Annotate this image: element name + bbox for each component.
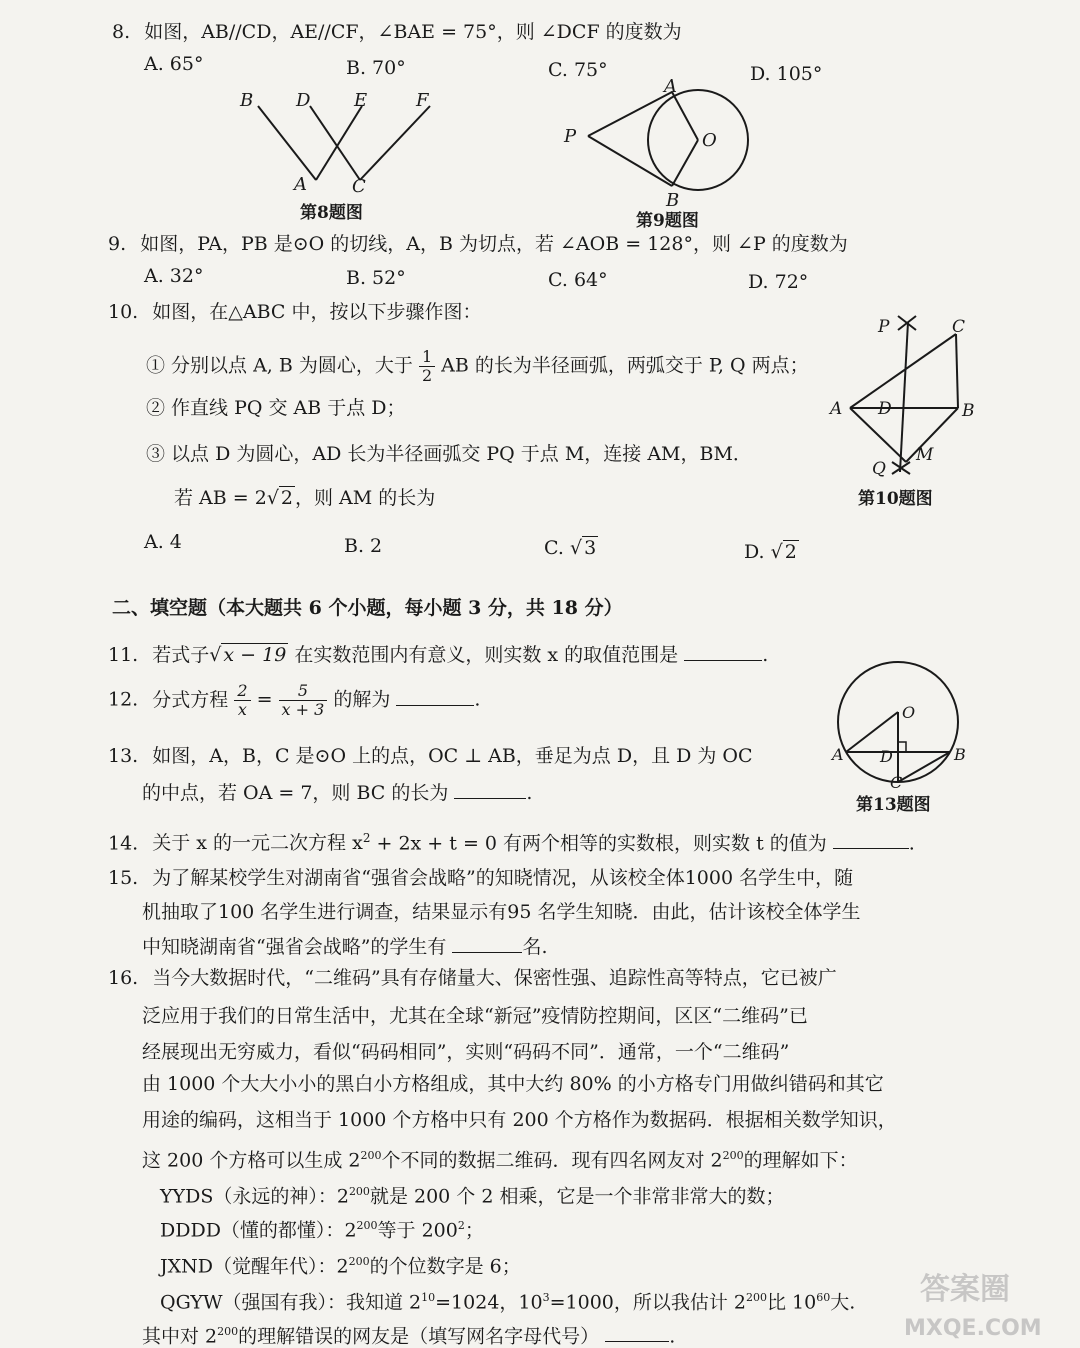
q8-line-ba: [258, 106, 316, 180]
q8-line-dc: [310, 106, 360, 180]
q13-segment-oa: [846, 712, 898, 752]
q11-answer-blank[interactable]: [684, 642, 762, 661]
q15-answer-blank[interactable]: [452, 934, 522, 953]
q10-label-p: P: [878, 317, 890, 337]
q10-step3: ③ 以点 D 为圆心，AD 长为半径画弧交 PQ 于点 M，连接 AM，BM．: [146, 443, 752, 465]
q10-text: 如图，在△ABC 中，按以下步骤作图：: [152, 301, 482, 323]
q11-number: 11.: [108, 644, 139, 666]
q16-yyds: YYDS（永远的神）：$2^{200}$就是 200 个 2 相乘，它是一个非常非常大的数；: [160, 1185, 785, 1208]
q8-stem: [112, 20, 682, 44]
q13-figure-caption: 第13题图: [856, 795, 931, 815]
q8-line-cf: [360, 106, 430, 180]
q15-line3: 中知晓湖南省“强省会战略”的学生有 名.: [142, 936, 548, 958]
q16-number: 16.: [108, 967, 139, 989]
q8-text: 如图，AB//CD，AE//CF，∠BAE = 75°，则 ∠DCF 的度数为: [144, 21, 682, 43]
q9-label-o: O: [702, 130, 717, 151]
q10-step2: ② 作直线 PQ 交 AB 于点 D；: [146, 397, 406, 419]
q9-option-b: B. 52°: [346, 267, 406, 289]
q16-line4: 由 1000 个大大小小的黑白小方格组成，其中大约 80% 的小方格专门用做纠错码和其它: [142, 1073, 884, 1095]
q8-option-c: C. 75°: [548, 59, 608, 81]
q16-line2: 泛应用于我们的日常生活中，尤其在全球“新冠”疫情防控期间，区区“二维码”已: [142, 1005, 808, 1027]
q10-option-b: B. 2: [344, 535, 383, 557]
q10-label-b: B: [962, 401, 975, 421]
q8-label-d: D: [296, 90, 311, 111]
watermark-logo: 答案圈: [920, 1272, 1010, 1307]
q12-fraction-right: $\frac{5}{x + 3}$: [279, 682, 328, 719]
q10-figure-caption: 第10题图: [858, 489, 933, 509]
q8-label-b: B: [240, 90, 254, 111]
watermark-url: MXQE.COM: [904, 1316, 1042, 1341]
q9-label-p: P: [564, 126, 577, 147]
q11: 11. 若式子√ x − 19 在实数范围内有意义，则实数 x 的取值范围是 .: [108, 644, 769, 666]
q8-label-f: F: [416, 90, 429, 111]
q15-line1: 15. 为了解某校学生对湖南省“强省会战略”的知晓情况，从该校全体1000 名学生中，随: [108, 867, 854, 889]
q10-step1: ① 分别以点 A, B 为圆心，大于 $\frac{1}{2}$ AB 的长为半径画弧，两弧交于 P, Q 两点；: [146, 347, 809, 385]
q9-radius-oa: [672, 92, 698, 140]
q14-number: 14.: [108, 832, 139, 855]
q8-figure: [230, 88, 450, 200]
q13-label-d: D: [880, 747, 893, 766]
q9-text: 如图，PA，PB 是⊙O 的切线，A，B 为切点，若 ∠AOB = 128°，则 ∠P 的度数为: [140, 233, 848, 255]
q8-option-d: D. 105°: [750, 63, 823, 85]
q13-figure: [826, 660, 976, 792]
q8-option-b: B. 70°: [346, 57, 406, 79]
q10-label-a: A: [830, 399, 843, 419]
q13-line2: 的中点，若 OA = 7，则 BC 的长为 .: [142, 782, 533, 804]
q16-line1: 16. 当今大数据时代，“二维码”具有存储量大、保密性强、追踪性高等特点，它已被广: [108, 967, 837, 989]
q10-number: 10.: [108, 301, 139, 323]
q16-line3: 经展现出无穷威力，看似“码码相同”，实则“码码不同”．通常，一个“二维码”: [142, 1041, 790, 1063]
q9-option-a: A. 32°: [144, 265, 204, 287]
q16-line6: 这 200 个方格可以生成 $2^{200}$个不同的数据二维码．现有四名网友对 $2^{200}$的理解如下：: [142, 1149, 858, 1172]
q10-condition: 若 AB = 2√ 2 ，则 AM 的长为: [174, 487, 436, 509]
q9-stem: [108, 232, 848, 256]
q12: 12. 分式方程 $\frac{2}{x}$ = $\frac{5}{x + 3}$ 的解为 .: [108, 681, 481, 719]
q16-dddd: DDDD（懂的都懂）：$2^{200}$等于 $200^2$；: [160, 1219, 484, 1242]
q9-radius-ob: [672, 140, 698, 186]
q10-label-d: D: [878, 399, 892, 419]
q8-option-a: A. 65°: [144, 53, 204, 75]
q9-number: 9.: [108, 233, 127, 255]
q9-label-b: B: [666, 190, 680, 211]
q15-line2: 机抽取了100 名学生进行调查，结果显示有95 名学生知晓．由此，估计该校全体学生: [142, 901, 861, 923]
q16-last: 其中对 $2^{200}$的理解错误的网友是（填写网名字母代号） .: [142, 1325, 676, 1348]
q10-label-m: M: [916, 445, 934, 465]
q9-label-a: A: [664, 76, 677, 97]
q16-answer-blank[interactable]: [605, 1323, 669, 1342]
q9-option-c: C. 64°: [548, 269, 608, 291]
q8-label-e: E: [354, 90, 368, 111]
q13-label-c: C: [890, 773, 903, 792]
q12-fraction-left: $\frac{2}{x}$: [234, 682, 250, 719]
q10-step1-fraction: $\frac{1}{2}$: [419, 348, 435, 385]
q10-label-q: Q: [872, 459, 886, 479]
q13-label-b: B: [954, 745, 966, 764]
q10-segment-cb: [956, 334, 958, 408]
q16-qgyw: QGYW（强国有我）：我知道 $2^{10}=1024$，$10^3=1000$，所以我估计 $2^{200}$比 $10^{60}$大.: [160, 1291, 856, 1314]
q8-label-c: C: [352, 176, 366, 197]
q14: 14. 关于 x 的一元二次方程 $x^2 + 2x + t = 0$ 有两个相等的实数根，则实数 t 的值为 .: [108, 831, 915, 855]
q9-option-d: D. 72°: [748, 271, 809, 293]
q10-stem: [108, 300, 482, 324]
q12-answer-blank[interactable]: [396, 687, 474, 706]
q9-figure: [556, 74, 776, 214]
q13-number: 13.: [108, 745, 139, 767]
q16-jxnd: JXND（觉醒年代）：$2^{200}$的个位数字是 6；: [160, 1255, 521, 1278]
q8-line-ae: [316, 106, 362, 180]
q9-tangent-pa: [588, 92, 672, 136]
q9-figure-caption: 第9题图: [636, 211, 699, 231]
q10-segment-ac: [850, 334, 956, 408]
q13-label-a: A: [832, 745, 844, 764]
q13-segment-cb: [898, 752, 950, 782]
q8-label-a: A: [294, 174, 307, 195]
q10-option-c: C. √ 3: [544, 537, 597, 559]
q8-figure-caption: 第8题图: [300, 203, 363, 223]
q13-label-o: O: [902, 703, 916, 722]
q10-line-pq: [900, 322, 908, 472]
q10-option-a: A. 4: [144, 531, 182, 553]
q12-number: 12.: [108, 688, 139, 711]
q10-label-c: C: [952, 317, 966, 337]
section2-title: 二、填空题（本大题共 6 个小题，每小题 3 分，共 18 分）: [112, 597, 623, 619]
q10-option-d: D. √ 2: [744, 541, 797, 563]
q14-answer-blank[interactable]: [833, 830, 909, 849]
q15-number: 15.: [108, 867, 139, 889]
q13-line1: 13. 如图，A，B，C 是⊙O 上的点，OC ⊥ AB，垂足为点 D，且 D 为 OC: [108, 745, 753, 767]
q16-line5: 用途的编码，这相当于 1000 个方格中只有 200 个方格作为数据码．根据相关数学知识，: [142, 1109, 897, 1131]
q10-figure: [824, 312, 984, 482]
q9-tangent-pb: [588, 136, 672, 186]
q13-answer-blank[interactable]: [454, 780, 526, 799]
q8-number: 8.: [112, 21, 131, 43]
